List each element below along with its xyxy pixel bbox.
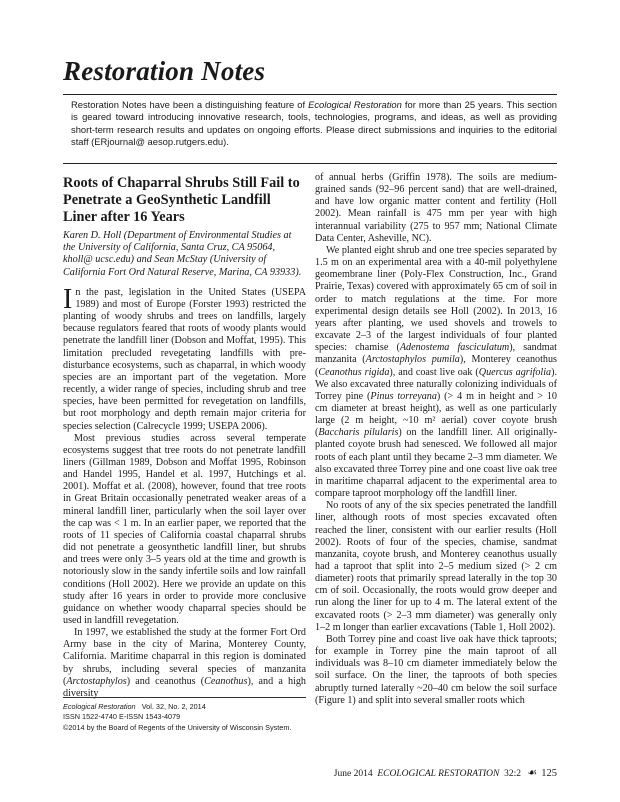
paragraph: In the past, legislation in the United States (USEPA 1989) and most of Europe (Forster 1993) restricted the planting of woody shrubs and trees on landfills, largely because regulators feared that roots of woody plants would penetrate the landfill liner (Dobson and Moffat, 1995). This limitation precluded revegetating landfills with pre-disturbance ecosystems, such as chaparral, in which woody species are an important part of the vegetation. More recently, a wider range of species, including shrub and tree species, have been permitted for revegetation on landfills, but root morphology and depth remain major criteria for species selection (Calrecycle 1999; USEPA 2006). bbox=[63, 283, 306, 432]
right-column bbox=[315, 172, 557, 707]
leaf-ornament-icon: ☙ bbox=[527, 767, 538, 779]
section-top-rule bbox=[63, 94, 557, 95]
article-byline: Karen D. Holl (Department of Environmental Studies at the University of California, Santa Cruz, CA 95064, kholl@ ucsc.edu) and Sean McStay (University of California Fort Ord Natural Reserve, Marina, CA 93933). bbox=[63, 229, 302, 278]
article-title: Roots of Chaparral Shrubs Still Fail to Penetrate a GeoSynthetic Landfill Liner after 16 Years bbox=[63, 175, 300, 226]
journal-footnote bbox=[63, 702, 313, 733]
page-footer bbox=[315, 766, 557, 779]
paragraph: We planted eight shrub and one tree species separated by 1.5 m on an experimental area with a 40-mil polyethylene geomembrane liner (Poly-Flex Construction, Inc., Grand Prairie, Texas) covered with approximately 65 cm of soil in order to match regulations at the time. For more experimental design details see Holl (2002). In 2013, 16 years after planting, we used shovels and trowels to excavate 2–3 of the largest individuals of four planted species: chamise (Adenostema fasciculatum), sandmat manzanita (Arctostaphylos pumila), Monterey ceanothus (Ceanothus rigida), and coast live oak (Quercus agrifolia). We also excavated three naturally colonizing individuals of Torrey pine (Pinus torreyana) (> 4 m in height and > 10 cm diameter at breast height), as well as one particularly large (2 m height, ~10 m² aerial) cover coyote brush (Baccharis pilularis) on the landfill liner. All originally-planted coyote brush had senesced. We followed all major roots of each plant until they became 2–3 mm diameter. We also excavated three Torrey pine and one coast live oak tree in maritime chaparral adjacent to the experimental area to compare taproot morphology off the landfill liner. bbox=[315, 244, 558, 500]
footer-date: June 2014 bbox=[333, 769, 373, 779]
page-number: 125 bbox=[541, 768, 557, 779]
drop-cap: I bbox=[63, 283, 73, 315]
left-column bbox=[63, 172, 306, 700]
paragraph: No roots of any of the six species penetrated the landfill liner, although roots of most species excavated often reached the liner, consistent with our earlier results (Holl 2002). Roots of four of the species, chamise, sandmat manzanita, coyote brush, and Monterey ceanothus usually had a taproot that split into 2–5 medium sized (> 2 cm diameter) roots that primarily spread laterally in the top 30 cm of soil. Occasionally, the roots would grow deeper and run along the liner for up to 4 m. The lateral extent of the excavated roots (> 2–3 mm diameter) was generally only 1–2 m longer than earlier excavations (Table 1, Holl 2002). bbox=[315, 500, 557, 633]
paragraph: Most previous studies across several temperate ecosystems suggest that tree roots do not penetrate landfill liners (Gillman 1989, Dobson and Moffat 1995, Robinson and Handel 1995, Handel et al. 1997, Hutchings et al. 2001). Moffat et al. (2008), however, found that tree roots in Great Britain occasionally penetrated weaker areas of a mineral landfill liner, particularly when the soil layer over the cap was < 1 m. In an earlier paper, we reported that the roots of 11 species of California coastal chaparral shrubs did not penetrate a geosynthetic landfill liner, but shrubs and trees were only 3–5 years old at the time and growth is notoriously slow in the sandy infertile soils and low rainfall conditions (Holl 2002). Here we provide an update on this study after 16 years in order to provide more conclusive guidance on whether woody chaparral species should be used in landfill revegetation. bbox=[63, 432, 306, 627]
paragraph: of annual herbs (Griffin 1978). The soils are medium-grained sands (92–96 percent sand) that are well-drained, and have low organic matter content and fertility (Holl 2002). Mean rainfall is 475 mm per year with high interannual variability (275 to 957 mm; National Climate Data Center, Asheville, NC). bbox=[315, 172, 557, 244]
paragraph: In 1997, we established the study at the former Fort Ord Army base in the city of Marina, Monterey County, California. Maritime chaparral in this region is dominated by shrubs, including several species of manzanita (Arctostaphylos) and ceanothus (Ceanothus), and a high diversity bbox=[63, 627, 306, 699]
footer-issue: 32:2 bbox=[504, 769, 521, 779]
footnote-issn: ISSN 1522-4740 E-ISSN 1543-4079 bbox=[63, 712, 181, 722]
footnote-rule bbox=[63, 697, 306, 698]
intro-journal-name: Ecological Restoration bbox=[308, 99, 402, 110]
section-bottom-rule bbox=[63, 163, 557, 164]
section-intro: Restoration Notes have been a distinguishing feature of Ecological Restoration for more than 25 years. This section is geared toward introducing innovative research, tools, technologies, programs, and ideas, as well as providing short-term research results and updates on ongoing efforts. Please direct submissions and inquiries to the editorial staff (ERjournal@ aesop.rutgers.edu). bbox=[71, 99, 557, 148]
footnote-journal: Ecological Restoration bbox=[63, 702, 136, 711]
section-title: Restoration Notes bbox=[63, 56, 266, 86]
footnote-copyright: ©2014 by the Board of Regents of the University of Wisconsin System. bbox=[63, 722, 292, 732]
footnote-volume: Vol. 32, No. 2, 2014 bbox=[141, 702, 206, 711]
footer-journal: ECOLOGICAL RESTORATION bbox=[377, 769, 500, 779]
paragraph: Both Torrey pine and coast live oak have thick taproots; for example in Torrey pine the main taproot of all individuals was 8–10 cm diameter immediately below the soil surface. On the liner, the taproots of both species abruptly turned laterally ~20–40 cm below the soil surface (Figure 1) and split into several smaller roots which bbox=[315, 633, 557, 706]
